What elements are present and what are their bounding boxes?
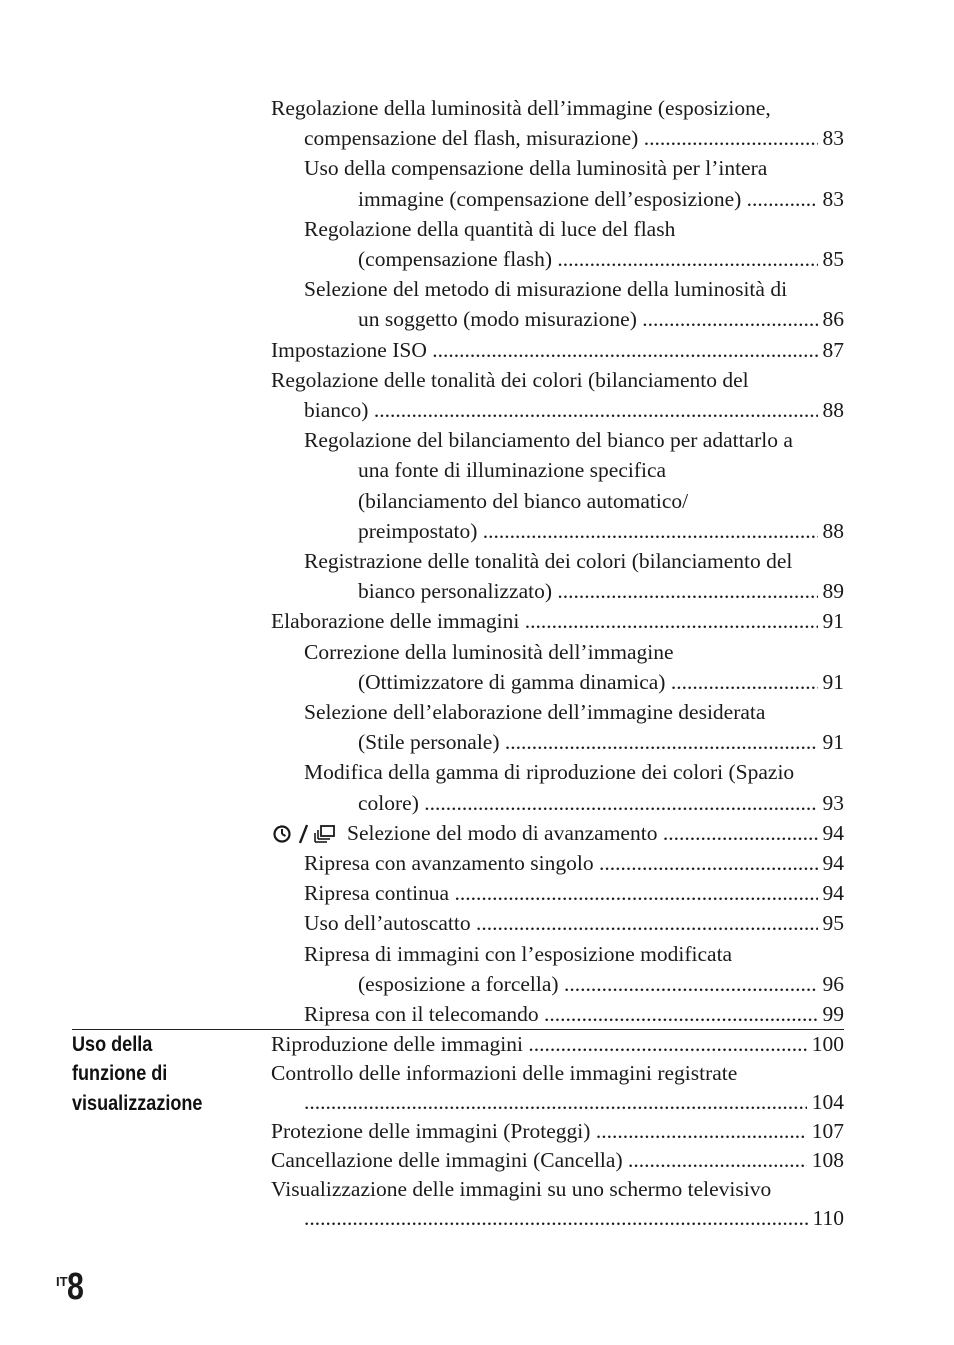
section-heading-line: visualizzazione [72,1091,203,1115]
self-timer-drive-mode-icon [271,818,341,848]
toc-entry[interactable] [271,637,844,697]
toc-entry[interactable] [271,1117,844,1146]
toc-entry-text: preimpostato) [358,518,478,543]
toc-entry[interactable] [271,999,844,1029]
toc-entry-text: Regolazione della quantità di luce del flash [304,216,676,241]
toc-entry-text: Controllo delle informazioni delle immagini registrate [271,1061,738,1085]
toc-entry[interactable] [271,939,844,999]
toc-page-number: 93 [822,790,844,815]
toc-page-number: 91 [822,609,844,634]
toc-entry-text: bianco personalizzato) [358,579,553,604]
toc-entry-text: Selezione del modo di avanzamento [347,820,658,845]
toc-page-number: 96 [822,971,844,996]
toc-entry-text: (compensazione flash) [358,247,553,272]
toc-entry-text: Riproduzione delle immagini [271,1032,523,1056]
toc-entry-text: Uso dell’autoscatto [304,911,471,936]
toc-entry-text: Ripresa con il telecomando [304,1002,539,1027]
language-code: IT [56,1274,68,1289]
toc-page-number: 94 [822,851,844,876]
toc-entry-text: Ripresa continua [304,881,450,906]
toc-entry-text: (esposizione a forcella) [358,971,559,996]
toc-entry[interactable] [271,1146,844,1175]
toc-page-number: 91 [822,669,844,694]
toc-entry[interactable] [271,153,844,213]
toc-entry[interactable] [271,757,844,817]
toc-page-number: 107 [811,1119,844,1143]
toc-entry[interactable] [271,1175,844,1233]
toc-page-number: 108 [811,1148,844,1172]
toc-entry[interactable] [271,878,844,908]
toc-entry-text: Selezione dell’elaborazione dell’immagine desiderata [304,700,766,725]
toc-entry-text: bianco) [304,398,369,423]
toc-entry-text: Regolazione delle tonalità dei colori (bilanciamento del [271,367,749,392]
toc-entry[interactable] [271,93,844,153]
toc-entry[interactable] [271,214,844,274]
toc-entry[interactable] [271,365,844,425]
section-heading-line: Uso della [72,1033,153,1056]
toc-page-number: 91 [822,730,844,755]
toc-entry-text: Impostazione ISO [271,337,427,362]
toc-entry-text: Selezione del metodo di misurazione della luminosità di [304,277,788,302]
toc-entry-text: Visualizzazione delle immagini su uno schermo televisivo [271,1177,772,1201]
toc-entry[interactable] [271,606,844,636]
toc-entry-text: (Stile personale) [358,730,500,755]
toc-page-number: 99 [822,1002,844,1027]
toc-entry-text: immagine (compensazione dell’esposizione) [358,186,742,211]
toc-entry-text: Ripresa di immagini con l’esposizione modificata [304,941,733,966]
toc-entry[interactable] [271,697,844,757]
toc-page-number: 85 [822,247,844,272]
toc-page-number: 100 [811,1032,844,1056]
toc-entry[interactable] [271,546,844,606]
toc-entry[interactable] [271,908,844,938]
toc-page-number: 88 [822,398,844,423]
toc-entry-text: colore) [358,790,419,815]
toc-entry[interactable] [271,274,844,334]
toc-entry-text: un soggetto (modo misurazione) [358,307,637,332]
toc-entry-text: Ripresa con avanzamento singolo [304,851,594,876]
toc-page-number: 94 [822,881,844,906]
toc-page-number: 83 [822,186,844,211]
toc-list-playback [271,1030,844,1233]
toc-entry[interactable] [271,425,844,546]
toc-page-number: 94 [822,820,844,845]
toc-entry-text: Cancellazione delle immagini (Cancella) [271,1148,623,1172]
toc-entry-text: Registrazione delle tonalità dei colori (bilanciamento del [304,549,793,574]
section-heading-line: funzione di [72,1062,168,1086]
toc-entry[interactable] [271,1059,844,1117]
section-heading-playback [72,1030,227,1118]
toc-page-number: 110 [812,1206,844,1230]
toc-entry-text: Regolazione del bilanciamento del bianco per adattarlo a [304,428,793,453]
toc-entry[interactable] [271,818,844,848]
toc-page-number: 87 [822,337,844,362]
toc-entry-text: una fonte di illuminazione specifica [358,458,667,483]
page-number: 8 [67,1266,84,1308]
toc-entry-text: compensazione del flash, misurazione) [304,126,639,151]
toc-entry[interactable] [271,335,844,365]
toc-list-shooting [271,93,844,1029]
toc-page-number: 89 [822,579,844,604]
toc-page-number: 104 [811,1090,844,1114]
toc-entry[interactable] [271,1030,844,1059]
toc-entry-text: Protezione delle immagini (Proteggi) [271,1119,591,1143]
toc-entry-text: Correzione della luminosità dell’immagine [304,639,674,664]
toc-page-number: 88 [822,518,844,543]
toc-page-number: 83 [822,126,844,151]
toc-entry[interactable] [271,848,844,878]
toc-entry-text: Regolazione della luminosità dell’immagine (esposizione, [271,96,771,120]
toc-entry-text: Uso della compensazione della luminosità per l’intera [304,156,768,181]
toc-entry-text: (bilanciamento del bianco automatico/ [358,488,689,513]
toc-entry-text: Elaborazione delle immagini [271,609,520,634]
toc-page-number: 95 [822,911,844,936]
toc-entry-text: Modifica della gamma di riproduzione dei colori (Spazio [304,760,795,785]
toc-page-number: 86 [822,307,844,332]
toc-entry-text: (Ottimizzatore di gamma dinamica) [358,669,666,694]
